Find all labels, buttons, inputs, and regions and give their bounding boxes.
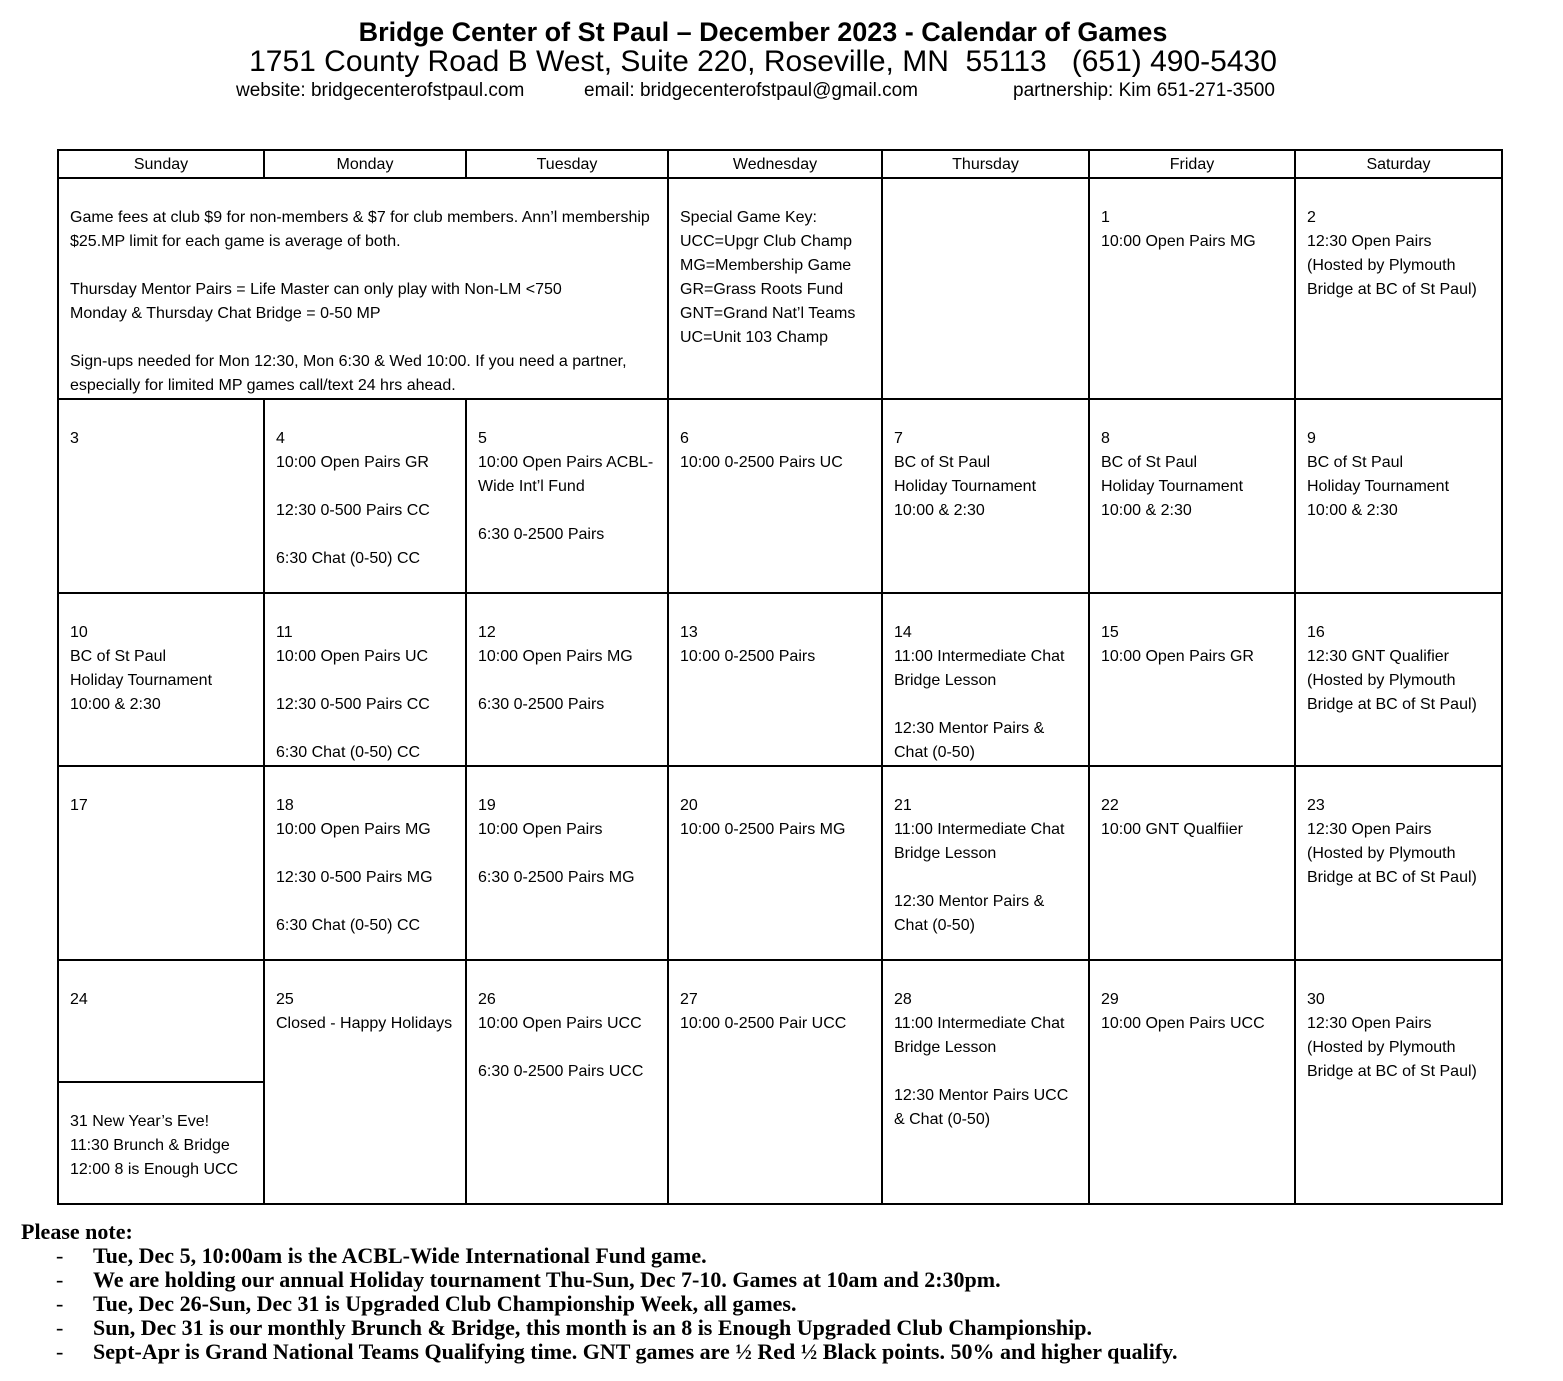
day-number: 27 (680, 991, 698, 1008)
game-entry: 10:00 & 2:30 (1307, 502, 1398, 519)
day-number: 3 (70, 430, 79, 447)
info-line: Special Game Key: (680, 209, 817, 226)
game-entry: 10:00 GNT Qualfiier (1101, 821, 1243, 838)
info-line: GR=Grass Roots Fund (680, 281, 844, 298)
day-number: 26 (478, 991, 496, 1008)
game-entry: 11:30 Brunch & Bridge (70, 1137, 230, 1154)
game-entry: BC of St Paul (1101, 454, 1198, 471)
game-entry: BC of St Paul (1307, 454, 1404, 471)
day-cell (58, 960, 264, 1082)
note-text: Sun, Dec 31 is our monthly Brunch & Bridge, this month is an 8 is Enough Upgraded Club Championship. (93, 1315, 1093, 1340)
bullet-dash: - (56, 1315, 64, 1340)
day-cell (1295, 766, 1502, 960)
day-content (1090, 400, 1294, 523)
game-entry: Bridge at BC of St Paul) (1307, 696, 1477, 713)
game-entry: 12:30 Mentor Pairs & (894, 720, 1045, 737)
day-cell (668, 399, 882, 593)
day-content (883, 767, 1088, 938)
game-entry: 6:30 Chat (0-50) CC (276, 550, 421, 567)
game-entry (478, 842, 663, 866)
game-entry: 10:00 Open Pairs MG (478, 648, 633, 665)
game-entry: 6:30 Chat (0-50) CC (276, 744, 421, 761)
game-entry: (Hosted by Plymouth (1307, 257, 1456, 274)
game-key-cell (668, 178, 882, 399)
game-entry (276, 842, 461, 866)
day-cell (668, 766, 882, 960)
game-entry: 10:00 0-2500 Pairs (680, 648, 816, 665)
day-content (669, 961, 881, 1036)
day-cell (466, 593, 668, 766)
game-entry: Wide Int’l Fund (478, 478, 585, 495)
day-number: 13 (680, 624, 698, 641)
weekday-header: Thursday (882, 150, 1089, 178)
day-cell (264, 960, 466, 1204)
note-text: Tue, Dec 5, 10:00am is the ACBL-Wide International Fund game. (93, 1243, 707, 1268)
day-content (1090, 961, 1294, 1036)
day-number: 23 (1307, 797, 1325, 814)
note-item (21, 1340, 1177, 1364)
day-content (467, 961, 667, 1084)
game-entry: Bridge Lesson (894, 845, 997, 862)
day-number: 19 (478, 797, 496, 814)
day-number: 22 (1101, 797, 1119, 814)
day-content (265, 594, 465, 765)
day-number: 21 (894, 797, 912, 814)
notes-list (21, 1244, 1177, 1364)
game-entry: BC of St Paul (894, 454, 991, 471)
day-content (265, 400, 465, 571)
day-cell (1295, 960, 1502, 1204)
game-entry: 10:00 Open Pairs MG (1101, 233, 1256, 250)
game-entry: 10:00 Open Pairs MG (276, 821, 431, 838)
game-entry: 10:00 0-2500 Pairs UC (680, 454, 843, 471)
bullet-dash: - (56, 1339, 64, 1364)
day-number: 10 (70, 624, 88, 641)
game-entry: 10:00 Open Pairs UC (276, 648, 429, 665)
game-entry: 6:30 0-2500 Pairs MG (478, 869, 635, 886)
game-entry (478, 669, 663, 693)
game-entry (276, 717, 461, 741)
game-entry: Holiday Tournament (1101, 478, 1244, 495)
game-entry: 12:30 Mentor Pairs & (894, 893, 1045, 910)
day-number: 24 (70, 991, 88, 1008)
day-cell (58, 399, 264, 593)
day-cell (1089, 960, 1295, 1204)
day-cell (466, 766, 668, 960)
day-content (59, 594, 263, 717)
day-number: 20 (680, 797, 698, 814)
day-cell (1089, 593, 1295, 766)
game-entry: 10:00 Open Pairs GR (1101, 648, 1254, 665)
game-entry: Holiday Tournament (1307, 478, 1450, 495)
day-content (1296, 400, 1501, 523)
game-entry: Closed - Happy Holidays (276, 1015, 453, 1032)
info-line: especially for limited MP games call/text 24 hrs ahead. (70, 377, 456, 394)
info-line: Sign-ups needed for Mon 12:30, Mon 6:30 & Wed 10:00. If you need a partner, (70, 353, 627, 370)
game-entry: Holiday Tournament (894, 478, 1037, 495)
day-cell (58, 1082, 264, 1204)
day-cell (882, 766, 1089, 960)
day-number: 9 (1307, 430, 1316, 447)
game-entry: Bridge at BC of St Paul) (1307, 281, 1477, 298)
day-content (1090, 594, 1294, 669)
day-cell (1089, 399, 1295, 593)
calendar-grid (57, 149, 1503, 1205)
info-line: UCC=Upgr Club Champ (680, 233, 853, 250)
day-number: 7 (894, 430, 903, 447)
game-entry (276, 890, 461, 914)
day-cell (668, 960, 882, 1204)
day-content (883, 400, 1088, 523)
day-content (1296, 179, 1501, 302)
day-number: 30 (1307, 991, 1325, 1008)
game-entry: (Hosted by Plymouth (1307, 845, 1456, 862)
day-content (669, 767, 881, 842)
day-content (265, 767, 465, 938)
info-line: GNT=Grand Nat’l Teams (680, 305, 856, 322)
game-entry (276, 523, 461, 547)
day-content (1090, 767, 1294, 842)
day-number: 16 (1307, 624, 1325, 641)
info-line (70, 254, 657, 278)
game-entry: (Hosted by Plymouth (1307, 672, 1456, 689)
day-number: 25 (276, 991, 294, 1008)
game-entry: 12:30 GNT Qualifier (1307, 648, 1449, 665)
day-content (883, 594, 1088, 765)
note-text: Sept-Apr is Grand National Teams Qualifying time. GNT games are ½ Red ½ Black points. 50% and higher qualify. (93, 1339, 1178, 1364)
day-content (265, 961, 465, 1036)
weekday-header: Sunday (58, 150, 264, 178)
weekday-header: Saturday (1295, 150, 1502, 178)
game-entry: 12:00 8 is Enough UCC (70, 1161, 239, 1178)
day-content (59, 767, 263, 818)
info-line: $25.MP limit for each game is average of both. (70, 233, 401, 250)
game-entry: 10:00 & 2:30 (70, 696, 161, 713)
game-entry (894, 866, 1084, 890)
day-cell (466, 960, 668, 1204)
game-entry: 6:30 0-2500 Pairs UCC (478, 1063, 644, 1080)
game-entry: 12:30 Mentor Pairs UCC (894, 1087, 1069, 1104)
week-row-1 (58, 178, 1502, 399)
game-entry (894, 1060, 1084, 1084)
day-cell-empty (882, 178, 1089, 399)
day-content (467, 767, 667, 890)
game-entry: 6:30 Chat (0-50) CC (276, 917, 421, 934)
game-entry: BC of St Paul (70, 648, 167, 665)
game-key (669, 179, 881, 350)
game-entry: (Hosted by Plymouth (1307, 1039, 1456, 1056)
note-text: Tue, Dec 26-Sun, Dec 31 is Upgraded Club Championship Week, all games. (93, 1291, 797, 1316)
day-content (1296, 961, 1501, 1084)
day-content (1090, 179, 1294, 254)
day-content (59, 400, 263, 451)
day-number: 28 (894, 991, 912, 1008)
day-cell (1295, 399, 1502, 593)
day-cell (58, 593, 264, 766)
club-address: 1751 County Road B West, Suite 220, Roseville, MN 55113 (651) 490-5430 (249, 45, 1277, 78)
bullet-dash: - (56, 1267, 64, 1292)
game-entry: 11:00 Intermediate Chat (894, 821, 1065, 838)
game-entry: 10:00 Open Pairs UCC (1101, 1015, 1265, 1032)
week-row-5a (58, 960, 1502, 1082)
note-text: We are holding our annual Holiday tournament Thu-Sun, Dec 7-10. Games at 10am and 2:30pm. (93, 1267, 1001, 1292)
day-cell (264, 399, 466, 593)
day-number: 4 (276, 430, 285, 447)
info-line: Monday & Thursday Chat Bridge = 0-50 MP (70, 305, 381, 322)
game-entry (276, 669, 461, 693)
day-cell (668, 593, 882, 766)
day-number: 14 (894, 624, 912, 641)
day-number: 29 (1101, 991, 1119, 1008)
game-entry: Bridge at BC of St Paul) (1307, 1063, 1477, 1080)
game-entry (276, 475, 461, 499)
game-entry: 12:30 Open Pairs (1307, 821, 1432, 838)
game-entry: 31 New Year’s Eve! (70, 1113, 210, 1130)
week-row-4 (58, 766, 1502, 960)
note-item (21, 1292, 1177, 1316)
info-line: UC=Unit 103 Champ (680, 329, 829, 346)
game-entry: 10:00 & 2:30 (894, 502, 985, 519)
note-item (21, 1244, 1177, 1268)
day-cell (882, 399, 1089, 593)
weekday-header-row (58, 150, 1502, 178)
game-entry: 10:00 0-2500 Pair UCC (680, 1015, 847, 1032)
partnership-text: partnership: Kim 651-271-3500 (1013, 80, 1275, 101)
day-cell (264, 593, 466, 766)
week-row-3 (58, 593, 1502, 766)
day-number: 18 (276, 797, 294, 814)
game-entry: 11:00 Intermediate Chat (894, 1015, 1065, 1032)
game-entry: 12:30 0-500 Pairs CC (276, 696, 430, 713)
info-line: Game fees at club $9 for non-members & $7 for club members. Ann’l membership (70, 209, 650, 226)
day-content (669, 594, 881, 669)
day-number: 5 (478, 430, 487, 447)
day-cell (264, 766, 466, 960)
game-entry: Bridge at BC of St Paul) (1307, 869, 1477, 886)
game-entry: 12:30 Open Pairs (1307, 1015, 1432, 1032)
game-entry: 10:00 Open Pairs (478, 821, 603, 838)
weekday-header: Wednesday (668, 150, 882, 178)
day-content (883, 961, 1088, 1132)
game-entry: Bridge Lesson (894, 1039, 997, 1056)
day-cell (1089, 178, 1295, 399)
game-entry: 10:00 0-2500 Pairs MG (680, 821, 846, 838)
day-number: 17 (70, 797, 88, 814)
week-row-2 (58, 399, 1502, 593)
game-entry: Holiday Tournament (70, 672, 213, 689)
page-title: Bridge Center of St Paul – December 2023 - Calendar of Games (358, 17, 1168, 47)
day-cell (1089, 766, 1295, 960)
day-cell (882, 593, 1089, 766)
notes-heading: Please note: (21, 1219, 133, 1244)
day-number: 8 (1101, 430, 1110, 447)
game-entry: Chat (0-50) (894, 744, 975, 761)
website-text: website: bridgecenterofstpaul.com (236, 80, 525, 101)
weekday-header: Monday (264, 150, 466, 178)
day-content (467, 594, 667, 717)
day-content (1296, 767, 1501, 890)
game-entry: 10:00 & 2:30 (1101, 502, 1192, 519)
info-line: MG=Membership Game (680, 257, 852, 274)
game-entry: 12:30 0-500 Pairs MG (276, 869, 433, 886)
email-text: email: bridgecenterofstpaul@gmail.com (584, 80, 918, 101)
game-entry: 12:30 Open Pairs (1307, 233, 1432, 250)
day-number: 11 (276, 624, 293, 641)
info-line (70, 326, 657, 350)
game-entry (478, 1036, 663, 1060)
game-entry: Bridge Lesson (894, 672, 997, 689)
day-cell (882, 960, 1089, 1204)
day-number: 2 (1307, 209, 1316, 226)
game-entry: 6:30 0-2500 Pairs (478, 526, 605, 543)
game-entry: 10:00 Open Pairs GR (276, 454, 429, 471)
notes-section (21, 1220, 1177, 1364)
game-entry: Chat (0-50) (894, 917, 975, 934)
day-content (59, 1083, 263, 1182)
note-item (21, 1268, 1177, 1292)
day-number: 12 (478, 624, 496, 641)
day-cell (466, 399, 668, 593)
fee-info (59, 179, 667, 398)
note-item (21, 1316, 1177, 1340)
day-cell (1295, 593, 1502, 766)
day-content (467, 400, 667, 547)
day-content (669, 400, 881, 475)
day-cell (1295, 178, 1502, 399)
info-line: Thursday Mentor Pairs = Life Master can only play with Non-LM <750 (70, 281, 562, 298)
day-content (59, 961, 263, 1012)
game-entry: 6:30 0-2500 Pairs (478, 696, 605, 713)
game-entry (894, 693, 1084, 717)
weekday-header: Tuesday (466, 150, 668, 178)
fee-info-cell (58, 178, 668, 399)
game-entry (478, 499, 663, 523)
day-content (1296, 594, 1501, 717)
bullet-dash: - (56, 1243, 64, 1268)
game-entry: 11:00 Intermediate Chat (894, 648, 1065, 665)
day-number: 1 (1101, 209, 1110, 226)
game-entry: & Chat (0-50) (894, 1111, 991, 1128)
day-number: 15 (1101, 624, 1119, 641)
weekday-header: Friday (1089, 150, 1295, 178)
day-number: 6 (680, 430, 689, 447)
game-entry: 12:30 0-500 Pairs CC (276, 502, 430, 519)
bullet-dash: - (56, 1291, 64, 1316)
game-entry: 10:00 Open Pairs UCC (478, 1015, 642, 1032)
game-entry: 10:00 Open Pairs ACBL- (478, 454, 654, 471)
day-cell (58, 766, 264, 960)
